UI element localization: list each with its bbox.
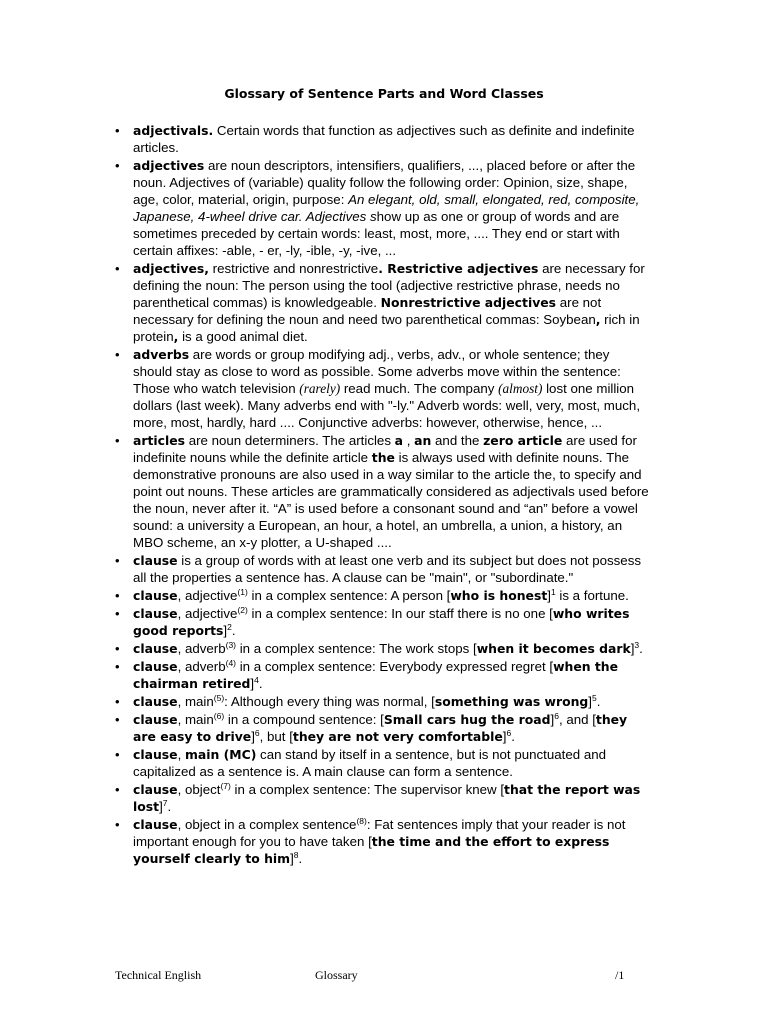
glossary-entry: [115, 552, 650, 586]
entry-text: : Fat sentences imply that your reader is not important enough for you to have taken [: [133, 817, 626, 849]
bullet-marker: •: [115, 123, 120, 138]
glossary-list: [115, 122, 650, 868]
bold-term: ,: [173, 329, 179, 344]
glossary-entry: [115, 605, 650, 639]
entry-text: .: [511, 729, 515, 744]
bold-term: who writes good reports: [133, 606, 630, 638]
entry-text: Certain words that function as adjectives such as definite and indefinite articles.: [133, 123, 635, 155]
glossary-entry: [115, 711, 650, 745]
footer-center: Glossary: [315, 968, 358, 982]
bullet-marker: •: [115, 261, 120, 276]
entry-text: in a complex sentence: A person [: [247, 588, 451, 603]
entry-text: , object in a complex sentence: [177, 817, 357, 832]
page-footer: [115, 968, 650, 984]
glossary-entry: [115, 432, 650, 551]
entry-text: An elegant, old, small, elongated, red, composite, Japanese, 4-wheel drive car. Adjectives s: [133, 192, 640, 224]
glossary-entry: [115, 157, 650, 259]
entry-text: are not necessary for defining the noun and need two parenthetical commas: Soybean: [133, 295, 602, 327]
bullet-marker: •: [115, 782, 120, 797]
superscript: (8): [356, 816, 367, 826]
entry-text: ]: [550, 712, 555, 727]
bold-term: when it becomes dark: [476, 641, 631, 656]
page-title: Glossary of Sentence Parts and Word Classes: [224, 86, 544, 101]
entry-text: are words or group modifying adj., verbs, adv., or whole sentence; they should stay as close to word as possible. Some adverbs move within the sentence: Those who watch television: [133, 347, 621, 396]
bold-term: clause: [133, 553, 178, 568]
glossary-entry: [115, 260, 650, 345]
glossary-entry: [115, 587, 650, 604]
bullet-marker: •: [115, 641, 120, 656]
bullet-marker: •: [115, 747, 120, 762]
glossary-entry: [115, 816, 650, 867]
entry-text: are noun descriptors, intensifiers, qualifiers, ..., placed before or after the noun. Adjectives of (variable) quality follow the following order: Opinion, size, shape, age, color, material, origin, purpose:: [133, 158, 636, 207]
glossary-entry: [115, 781, 650, 815]
entry-text: ]: [223, 623, 228, 638]
entry-text: .: [298, 851, 303, 866]
bold-term: clause: [133, 712, 178, 727]
bullet-marker: •: [115, 158, 120, 173]
footer-left: Technical English: [115, 968, 202, 982]
bold-term: zero article: [483, 433, 563, 448]
bold-term: clause: [133, 782, 178, 797]
entry-text: can stand by itself in a sentence, but is not punctuated and capitalized as a sentence is. A main clause can form a sentence.: [133, 747, 607, 779]
superscript: 5: [592, 693, 597, 703]
entry-text: ]: [630, 641, 635, 656]
bullet-marker: •: [115, 817, 120, 832]
superscript: (7): [220, 781, 231, 791]
bold-term: clause: [133, 694, 178, 709]
entry-text: in a compound sentence: [: [224, 712, 384, 727]
bold-term: when the chairman retired: [133, 659, 619, 691]
superscript: (4): [225, 658, 236, 668]
entry-text: .: [258, 676, 263, 691]
entry-text: , object: [177, 782, 221, 797]
entry-text: in a complex sentence: Everybody expressed regret [: [236, 659, 554, 674]
entry-text: how up as one or group of words and are sometimes preceded by certain words: least, most, more, .... They end or start with certain affixes: -able, - er, -ly, -ible, -y, -ive, ...: [133, 209, 620, 258]
bold-term: clause: [133, 659, 178, 674]
bold-term: adverbs: [133, 347, 190, 362]
bullet-marker: •: [115, 712, 120, 727]
superscript: 6: [554, 711, 559, 721]
superscript: (3): [225, 640, 236, 650]
glossary-entry: [115, 693, 650, 710]
entry-text: are used for indefinite nouns while the definite article: [133, 433, 637, 465]
bold-term: they are not very comfortable: [292, 729, 503, 744]
bold-term: a: [394, 433, 404, 448]
entry-text: in a complex sentence: In our staff there is no one [: [247, 606, 553, 621]
entry-text: ]: [290, 851, 294, 866]
entry-text: , main: [177, 712, 214, 727]
entry-text: .: [231, 623, 236, 638]
bold-term: clause: [133, 747, 178, 762]
bullet-marker: •: [115, 606, 120, 621]
bold-term: something was wrong: [434, 694, 589, 709]
glossary-entry: [115, 658, 650, 692]
entry-text: rich in protein: [133, 312, 640, 344]
entry-text: , main: [177, 694, 214, 709]
entry-text: , adjective: [177, 588, 238, 603]
entry-text: ]: [159, 799, 163, 814]
entry-text: (rarely): [299, 381, 341, 396]
superscript: 6: [254, 728, 260, 738]
entry-text: is a fortune.: [555, 588, 629, 603]
bold-term: that the report was lost: [133, 782, 641, 814]
superscript: (2): [237, 605, 248, 615]
entry-text: .: [167, 799, 172, 814]
entry-text: (almost): [498, 381, 543, 396]
entry-text: ]: [547, 588, 551, 603]
bold-term: clause: [133, 606, 178, 621]
entry-text: and the: [431, 433, 484, 448]
superscript: (5): [213, 693, 225, 703]
bold-term: . Restrictive adjectives: [378, 261, 539, 276]
superscript: 8: [293, 850, 299, 860]
bold-term: adjectives,: [133, 261, 209, 276]
glossary-entry: [115, 746, 650, 780]
entry-text: ,: [177, 747, 185, 762]
entry-text: .: [596, 694, 601, 709]
bullet-marker: •: [115, 588, 120, 603]
bullet-marker: •: [115, 694, 120, 709]
entry-text: in a complex sentence: The supervisor knew [: [230, 782, 505, 797]
bold-term: articles: [133, 433, 186, 448]
entry-text: ,: [403, 433, 415, 448]
entry-text: ]: [251, 729, 255, 744]
bold-term: adjectivals.: [133, 123, 214, 138]
entry-text: is a good animal diet.: [178, 329, 308, 344]
entry-text: , adverb: [177, 641, 226, 656]
entry-text: ]: [502, 729, 507, 744]
bold-term: adjectives: [133, 158, 205, 173]
bullet-marker: •: [115, 659, 120, 674]
entry-text: is a group of words with at least one verb and its subject but does not possess all the properties a sentence has. A clause can be "main", or "subordinate.": [133, 553, 641, 585]
entry-text: read much. The company: [340, 381, 499, 396]
bold-term: clause: [133, 641, 178, 656]
glossary-entry: [115, 122, 650, 156]
superscript: 4: [254, 675, 259, 685]
bullet-marker: •: [115, 433, 120, 448]
entry-text: , and [: [558, 712, 596, 727]
entry-text: restrictive and nonrestrictive: [208, 261, 379, 276]
superscript: 1: [550, 587, 556, 597]
entry-text: , but [: [259, 729, 293, 744]
glossary-entry: [115, 640, 650, 657]
superscript: 6: [506, 728, 512, 738]
entry-text: in a complex sentence: The work stops [: [236, 641, 477, 656]
entry-text: , adverb: [177, 659, 226, 674]
entry-text: ]: [588, 694, 592, 709]
bullet-marker: •: [115, 347, 120, 362]
entry-text: are necessary for defining the noun: The person using the tool (adjective restrictive phrase, needs no parenthetical commas) is knowledgeable.: [133, 261, 645, 310]
entry-text: lost one million dollars (last week). Many adverbs end with "-ly." Adverb words: well, very, most, much, more, most, hardly, hard .... Conjunctive adverbs: however, otherwise, hence, ...: [133, 381, 641, 430]
bold-term: main (MC): [184, 747, 257, 762]
entry-text: is always used with definite nouns. The demonstrative pronouns are also used in a way similar to the article the, to specify and point out nouns. These articles are grammatically considered as adjectivals used before the noun, never after it. “A” is used before a consonant sound and “an” before a vowel sound: a university a European, an hour, a hotel, an umbrella, a union, a history, an MBO scheme, an x-y plotter, a U-shaped ....: [133, 450, 649, 550]
entry-text: : Although every thing was normal, [: [224, 694, 435, 709]
bold-term: clause: [133, 588, 178, 603]
entry-text: , adjective: [177, 606, 238, 621]
superscript: (6): [213, 711, 225, 721]
entry-text: are noun determiners. The articles: [185, 433, 395, 448]
bullet-marker: •: [115, 553, 120, 568]
bold-term: the time and the effort to express yourself clearly to him: [133, 834, 610, 866]
bold-term: ,: [595, 312, 601, 327]
entry-text: ]: [250, 676, 255, 691]
bold-term: Small cars hug the road: [383, 712, 551, 727]
superscript: 7: [162, 798, 168, 808]
bold-term: they are easy to drive: [133, 712, 628, 744]
superscript: 2: [227, 622, 232, 632]
footer-page-number: /1: [615, 968, 625, 982]
bold-term: clause: [133, 817, 178, 832]
bold-term: Nonrestrictive adjectives: [380, 295, 557, 310]
entry-text: .: [639, 641, 643, 656]
bold-term: the: [371, 450, 395, 465]
superscript: (1): [237, 587, 248, 597]
glossary-entry: [115, 346, 650, 431]
bold-term: who is honest: [450, 588, 548, 603]
bold-term: an: [414, 433, 432, 448]
superscript: 3: [634, 640, 640, 650]
